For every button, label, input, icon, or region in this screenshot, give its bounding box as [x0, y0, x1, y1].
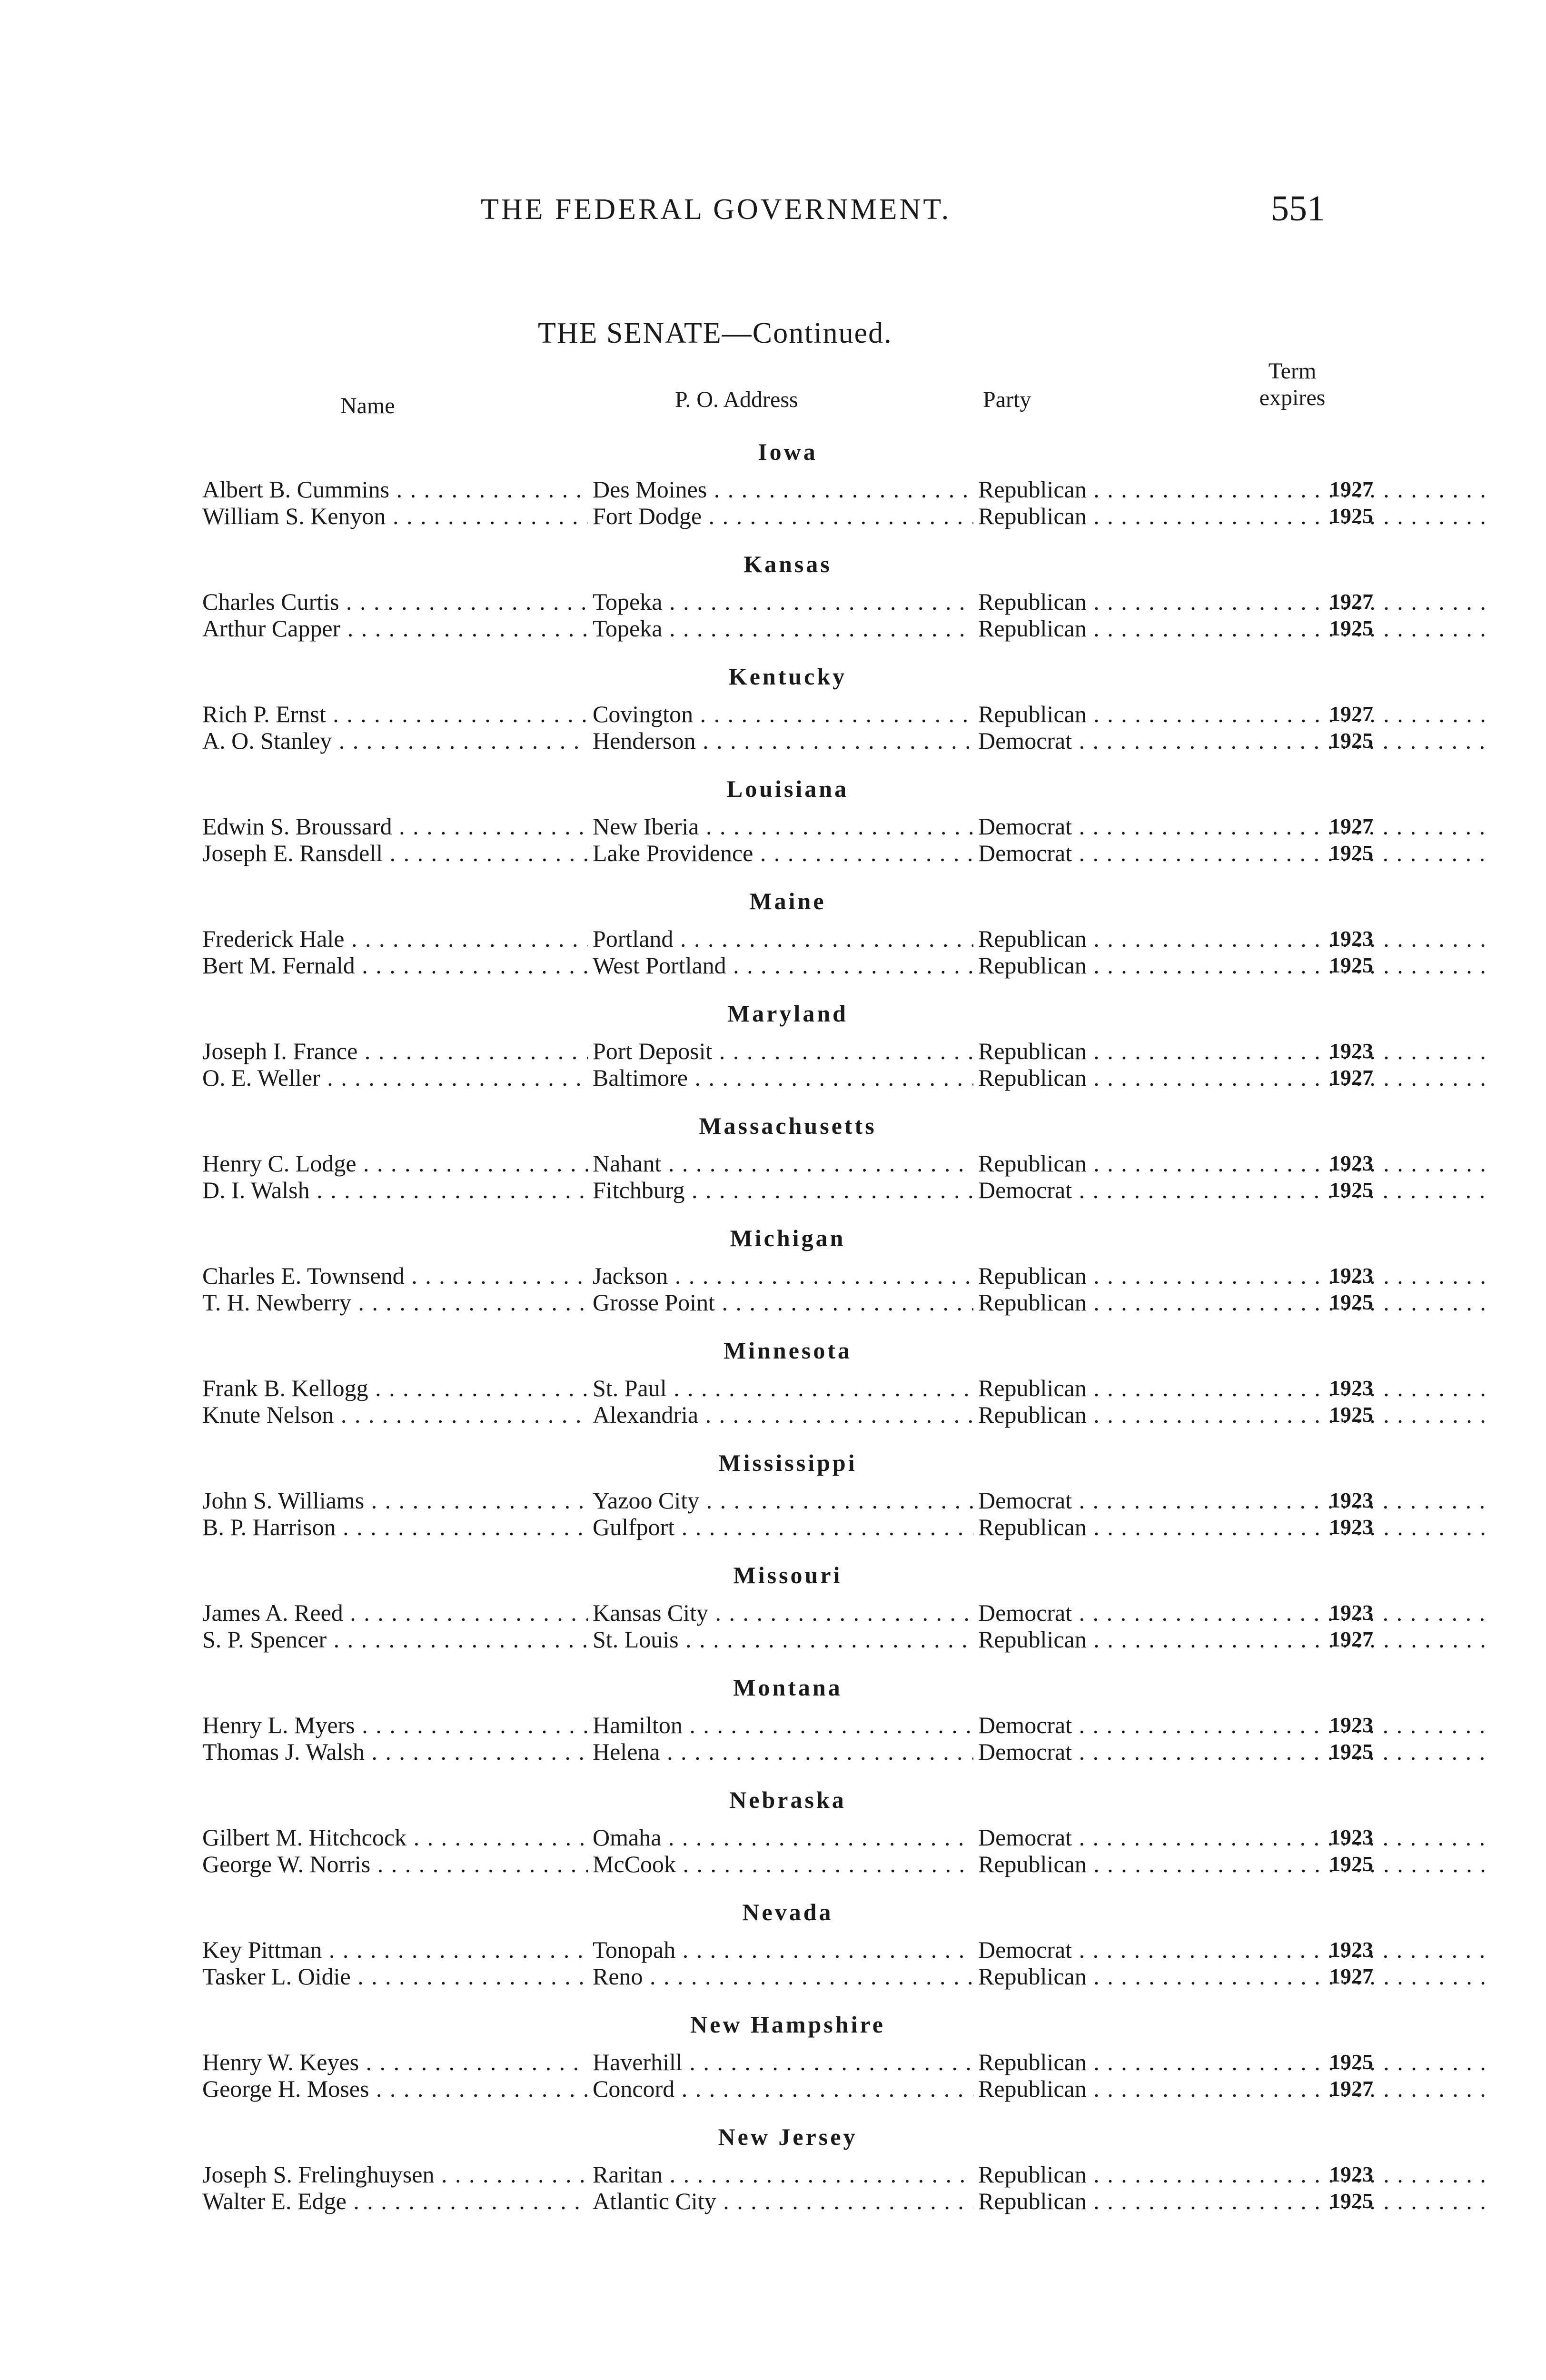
senator-row	[202, 503, 1373, 529]
senator-name: George H. Moses . . .	[202, 2075, 588, 2102]
senator-address: Fort Dodge . . .	[593, 503, 973, 529]
state-heading: Kansas	[743, 551, 832, 577]
state-block-montana	[202, 1674, 1373, 1786]
senator-address: Omaha . . .	[593, 1824, 973, 1851]
senator-term: 1925	[1329, 1402, 1373, 1427]
senator-address: Concord . . .	[593, 2075, 973, 2102]
senator-term: 1927	[1329, 2076, 1373, 2101]
state-heading: Minnesota	[723, 1337, 852, 1364]
senator-name: T. H. Newberry . . .	[202, 1289, 588, 1316]
state-heading: New Jersey	[718, 2123, 858, 2150]
state-heading: Massachusetts	[699, 1112, 877, 1139]
senator-party: Republican . . .	[978, 952, 1490, 979]
senator-term: 1923	[1329, 1376, 1373, 1400]
senator-row	[202, 1401, 1373, 1428]
senator-party: Democrat . . .	[978, 1824, 1490, 1851]
senator-row	[202, 1262, 1373, 1289]
senator-term: 1923	[1329, 1937, 1373, 1962]
senator-term: 1925	[1329, 2050, 1373, 2074]
senator-name: Frank B. Kellogg . . .	[202, 1375, 588, 1401]
senator-term: 1925	[1329, 2189, 1373, 2213]
senator-row	[202, 1712, 1373, 1738]
senator-row	[202, 952, 1373, 979]
state-block-nevada	[202, 1898, 1373, 2011]
senator-name: Walter E. Edge . . .	[202, 2188, 588, 2214]
senator-address: Haverhill . . .	[593, 2049, 973, 2075]
state-heading: Michigan	[730, 1225, 846, 1251]
state-block-new-hampshire	[202, 2011, 1373, 2123]
senator-row	[202, 1177, 1373, 1203]
senator-party: Republican . . .	[978, 2188, 1490, 2214]
senator-term: 1923	[1329, 1515, 1373, 1539]
column-header-address: P. O. Address	[675, 387, 798, 412]
senator-address: Hamilton . . .	[593, 1712, 973, 1738]
senator-party: Democrat . . .	[978, 1487, 1490, 1514]
state-block-minnesota	[202, 1337, 1373, 1449]
senator-term: 1927	[1329, 702, 1373, 726]
senator-party: Democrat . . .	[978, 1738, 1490, 1765]
senator-party: Republican . . .	[978, 701, 1490, 727]
state-heading: Maryland	[727, 1000, 848, 1027]
senator-address: Port Deposit . . .	[593, 1038, 973, 1064]
senator-address: Reno . . .	[593, 1963, 973, 1990]
senator-term: 1923	[1329, 1263, 1373, 1288]
senator-name: D. I. Walsh . . .	[202, 1177, 588, 1203]
senator-party: Republican . . .	[978, 1064, 1490, 1091]
senator-address: West Portland . . .	[593, 952, 973, 979]
senator-row	[202, 1150, 1373, 1177]
senator-row	[202, 2188, 1373, 2214]
running-head: THE FEDERAL GOVERNMENT.	[481, 193, 951, 226]
senator-address: Atlantic City . . .	[593, 2188, 973, 2214]
senator-name: Arthur Capper . . .	[202, 615, 588, 642]
senator-party: Republican . . .	[978, 1262, 1490, 1289]
senator-address: Tonopah . . .	[593, 1936, 973, 1963]
senator-row	[202, 925, 1373, 952]
senator-name: John S. Williams . . .	[202, 1487, 588, 1514]
senator-address: Nahant . . .	[593, 1150, 973, 1177]
senator-term: 1925	[1329, 841, 1373, 865]
senator-name: Tasker L. Oidie . . .	[202, 1963, 588, 1990]
column-header-term-line1: Term	[1268, 358, 1317, 384]
senator-address: Fitchburg . . .	[593, 1177, 973, 1203]
senator-term: 1923	[1329, 1039, 1373, 1063]
senator-term: 1925	[1329, 1290, 1373, 1314]
senator-party: Republican . . .	[978, 615, 1490, 642]
senator-party: Republican . . .	[978, 925, 1490, 952]
senator-address: Jackson . . .	[593, 1262, 973, 1289]
senator-party: Democrat . . .	[978, 1936, 1490, 1963]
senator-party: Republican . . .	[978, 503, 1490, 529]
senator-term: 1923	[1329, 1600, 1373, 1625]
state-block-nebraska	[202, 1786, 1373, 1898]
senator-row	[202, 1626, 1373, 1653]
senator-row	[202, 1289, 1373, 1316]
senator-term: 1927	[1329, 1065, 1373, 1090]
senator-row	[202, 813, 1373, 840]
state-block-maryland	[202, 1000, 1373, 1112]
senator-row	[202, 1064, 1373, 1091]
senator-address: Gulfport . . .	[593, 1514, 973, 1540]
page-number: 551	[1271, 188, 1325, 228]
senator-row	[202, 1375, 1373, 1401]
column-header-party: Party	[983, 387, 1031, 412]
senator-name: George W. Norris . . .	[202, 1851, 588, 1877]
senator-row	[202, 1936, 1373, 1963]
senator-name: Albert B. Cummins . . .	[202, 476, 588, 503]
senator-name: Joseph E. Ransdell . . .	[202, 840, 588, 866]
senator-address: Topeka . . .	[593, 588, 973, 615]
senator-name: B. P. Harrison . . .	[202, 1514, 588, 1540]
senator-name: Edwin S. Broussard . . .	[202, 813, 588, 840]
senator-term: 1923	[1329, 926, 1373, 951]
senator-name: Charles Curtis . . .	[202, 588, 588, 615]
senator-name: Rich P. Ernst . . .	[202, 701, 588, 727]
state-heading: Nebraska	[729, 1786, 846, 1813]
senator-address: St. Paul . . .	[593, 1375, 973, 1401]
senator-row	[202, 1599, 1373, 1626]
state-heading: Mississippi	[718, 1449, 857, 1476]
senator-term: 1927	[1329, 589, 1373, 614]
senator-party: Democrat . . .	[978, 1599, 1490, 1626]
senator-term: 1925	[1329, 1852, 1373, 1876]
senator-term: 1927	[1329, 1627, 1373, 1651]
senator-party: Republican . . .	[978, 1150, 1490, 1177]
senator-name: William S. Kenyon . . .	[202, 503, 588, 529]
senator-name: O. E. Weller . . .	[202, 1064, 588, 1091]
senator-address: Henderson . . .	[593, 727, 973, 754]
column-header-name: Name	[340, 393, 395, 418]
column-header-term	[1245, 358, 1340, 411]
senator-row	[202, 2075, 1373, 2102]
senator-row	[202, 1963, 1373, 1990]
state-heading: New Hampshire	[690, 2011, 885, 2038]
state-block-michigan	[202, 1224, 1373, 1337]
senator-name: Key Pittman . . .	[202, 1936, 588, 1963]
state-block-kentucky	[202, 663, 1373, 775]
senator-address: Grosse Point . . .	[593, 1289, 973, 1316]
senator-term: 1925	[1329, 504, 1373, 528]
senator-party: Republican . . .	[978, 476, 1490, 503]
senator-party: Democrat . . .	[978, 813, 1490, 840]
senator-address: Yazoo City . . .	[593, 1487, 973, 1514]
senator-party: Democrat . . .	[978, 727, 1490, 754]
senator-row	[202, 701, 1373, 727]
senator-party: Republican . . .	[978, 2075, 1490, 2102]
senator-name: Joseph I. France . . .	[202, 1038, 588, 1064]
senator-party: Republican . . .	[978, 1289, 1490, 1316]
senator-party: Democrat . . .	[978, 840, 1490, 866]
senator-address: Lake Providence . . .	[593, 840, 973, 866]
senator-term: 1927	[1329, 814, 1373, 838]
senator-row	[202, 2049, 1373, 2075]
senator-row	[202, 1038, 1373, 1064]
senator-party: Republican . . .	[978, 2161, 1490, 2188]
senator-term: 1925	[1329, 1739, 1373, 1764]
senator-party: Democrat . . .	[978, 1177, 1490, 1203]
senator-party: Republican . . .	[978, 1963, 1490, 1990]
state-block-new-jersey	[202, 2123, 1373, 2235]
senator-name: James A. Reed . . .	[202, 1599, 588, 1626]
senator-address: New Iberia . . .	[593, 813, 973, 840]
senator-row	[202, 1514, 1373, 1540]
senator-address: Des Moines . . .	[593, 476, 973, 503]
senator-row	[202, 588, 1373, 615]
senator-party: Democrat . . .	[978, 1712, 1490, 1738]
state-block-maine	[202, 887, 1373, 1000]
senator-name: Henry C. Lodge . . .	[202, 1150, 588, 1177]
senator-name: S. P. Spencer . . .	[202, 1626, 588, 1653]
senator-term: 1923	[1329, 1488, 1373, 1512]
senator-name: Joseph S. Frelinghuysen . . .	[202, 2161, 588, 2188]
senator-name: A. O. Stanley . . .	[202, 727, 588, 754]
senator-row	[202, 1824, 1373, 1851]
senator-address: Kansas City . . .	[593, 1599, 973, 1626]
state-block-kansas	[202, 550, 1373, 663]
senator-row	[202, 727, 1373, 754]
senator-name: Gilbert M. Hitchcock . . .	[202, 1824, 588, 1851]
senator-party: Republican . . .	[978, 1038, 1490, 1064]
senator-party: Republican . . .	[978, 1401, 1490, 1428]
senator-term: 1925	[1329, 953, 1373, 977]
section-title: THE SENATE—Continued.	[538, 317, 892, 349]
senator-term: 1927	[1329, 477, 1373, 501]
senator-party: Republican . . .	[978, 1514, 1490, 1540]
state-block-massachusetts	[202, 1112, 1373, 1224]
senator-term: 1923	[1329, 1825, 1373, 1849]
senator-address: Topeka . . .	[593, 615, 973, 642]
senator-address: Alexandria . . .	[593, 1401, 973, 1428]
state-block-mississippi	[202, 1449, 1373, 1561]
senator-row	[202, 1851, 1373, 1877]
state-block-missouri	[202, 1561, 1373, 1674]
senator-row	[202, 615, 1373, 642]
state-block-iowa	[202, 438, 1373, 550]
senator-address: McCook . . .	[593, 1851, 973, 1877]
senator-name: Henry L. Myers . . .	[202, 1712, 588, 1738]
senator-term: 1925	[1329, 1178, 1373, 1202]
senator-party: Republican . . .	[978, 588, 1490, 615]
state-heading: Louisiana	[726, 775, 849, 802]
senator-party: Republican . . .	[978, 1375, 1490, 1401]
senator-row	[202, 476, 1373, 503]
senator-address: Portland . . .	[593, 925, 973, 952]
senator-row	[202, 840, 1373, 866]
senator-party: Republican . . .	[978, 2049, 1490, 2075]
state-block-louisiana	[202, 775, 1373, 887]
senator-address: Raritan . . .	[593, 2161, 973, 2188]
senator-term: 1923	[1329, 1713, 1373, 1737]
senator-name: Henry W. Keyes . . .	[202, 2049, 588, 2075]
senator-address: Baltimore . . .	[593, 1064, 973, 1091]
senate-roster	[202, 438, 1373, 2235]
senator-name: Bert M. Fernald . . .	[202, 952, 588, 979]
senator-row	[202, 1487, 1373, 1514]
column-header-term-line2: expires	[1259, 385, 1326, 410]
senator-address: Helena . . .	[593, 1738, 973, 1765]
state-heading: Missouri	[733, 1562, 842, 1588]
senator-term: 1927	[1329, 1964, 1373, 1988]
senator-term: 1925	[1329, 616, 1373, 640]
senator-term: 1925	[1329, 728, 1373, 753]
state-heading: Montana	[733, 1674, 842, 1701]
senator-address: St. Louis . . .	[593, 1626, 973, 1653]
senator-name: Charles E. Townsend . . .	[202, 1262, 588, 1289]
senator-term: 1923	[1329, 2162, 1373, 2186]
senator-name: Thomas J. Walsh . . .	[202, 1738, 588, 1765]
state-heading: Iowa	[758, 438, 818, 465]
senator-row	[202, 2161, 1373, 2188]
state-heading: Kentucky	[728, 663, 847, 690]
senator-name: Knute Nelson . . .	[202, 1401, 588, 1428]
senator-term: 1923	[1329, 1151, 1373, 1175]
state-heading: Nevada	[742, 1899, 833, 1925]
senator-row	[202, 1738, 1373, 1765]
state-heading: Maine	[749, 888, 826, 914]
senator-address: Covington . . .	[593, 701, 973, 727]
senator-name: Frederick Hale . . .	[202, 925, 588, 952]
senator-party: Republican . . .	[978, 1626, 1490, 1653]
senator-party: Republican . . .	[978, 1851, 1490, 1877]
